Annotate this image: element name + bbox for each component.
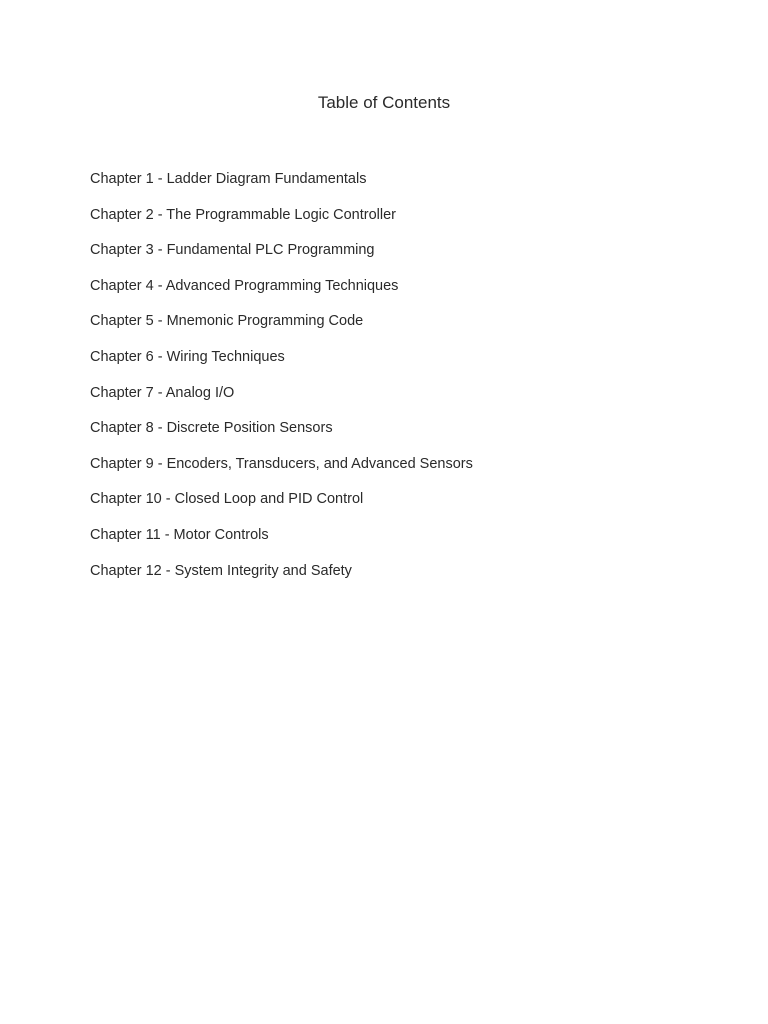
page-title: Table of Contents	[317, 93, 451, 112]
toc-entry-4: Chapter 4 - Advanced Programming Techniques	[90, 277, 399, 294]
toc-entry-7: Chapter 7 - Analog I/O	[90, 384, 235, 401]
toc-entry-1: Chapter 1 - Ladder Diagram Fundamentals	[90, 171, 367, 187]
toc-list	[90, 168, 473, 595]
toc-entry-2: Chapter 2 - The Programmable Logic Controller	[90, 206, 396, 223]
toc-entry-11: Chapter 11 - Motor Controls	[90, 526, 269, 543]
toc-entry-12: Chapter 12 - System Integrity and Safety	[90, 562, 352, 579]
toc-entry-8: Chapter 8 - Discrete Position Sensors	[90, 420, 333, 437]
toc-entry-3: Chapter 3 - Fundamental PLC Programming	[90, 242, 375, 259]
toc-entry-6: Chapter 6 - Wiring Techniques	[90, 348, 285, 365]
toc-entry-9: Chapter 9 - Encoders, Transducers, and Advanced Sensors	[90, 455, 473, 472]
toc-entry-10: Chapter 10 - Closed Loop and PID Control	[90, 491, 364, 508]
toc-entry-5: Chapter 5 - Mnemonic Programming Code	[90, 313, 364, 330]
